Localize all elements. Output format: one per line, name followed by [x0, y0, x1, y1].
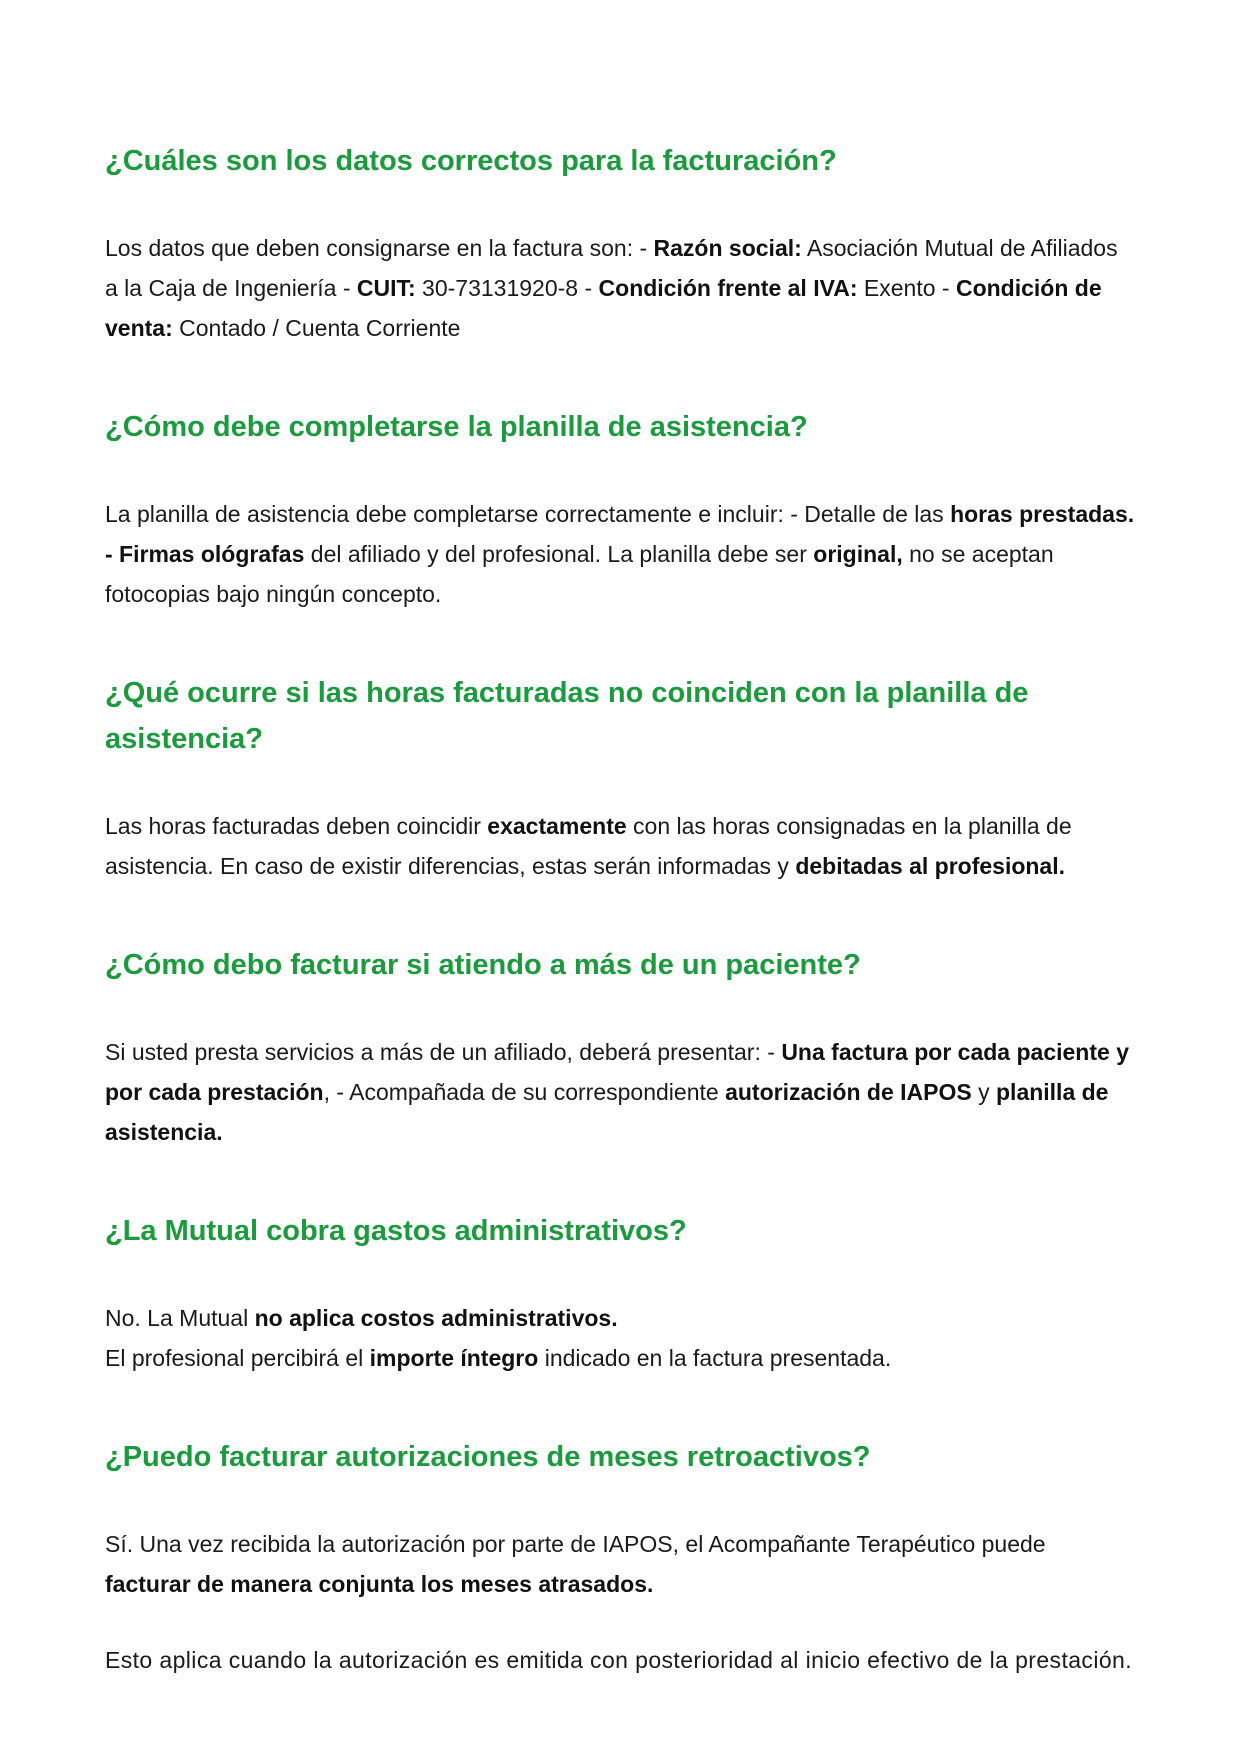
faq-item-admin-fees: [105, 1208, 1135, 1378]
faq-question: ¿Puedo facturar autorizaciones de meses retroactivos?: [105, 1441, 871, 1473]
answer-text: Sí. Una vez recibida la autorización por parte de IAPOS, el Acompañante Terapéutico puede: [105, 1531, 1046, 1557]
answer-text: , - Acompañada de su correspondiente: [323, 1079, 726, 1105]
faq-question: ¿Cómo debo facturar si atiendo a más de un paciente?: [105, 949, 861, 981]
answer-text: del afiliado y del profesional. La planilla debe ser: [304, 541, 814, 567]
faq-answer: [105, 494, 1135, 614]
faq-answer: [105, 806, 1135, 886]
answer-emphasis: autorización de IAPOS: [725, 1079, 972, 1105]
answer-text: indicado en la factura presentada.: [538, 1345, 892, 1371]
answer-text: y: [971, 1079, 996, 1105]
faq-answer: [105, 1524, 1135, 1604]
answer-emphasis: importe íntegro: [369, 1345, 539, 1371]
answer-text: Asociación Mutual de Afiliados a la Caja de Ingeniería -: [105, 235, 1118, 301]
faq-answer: [105, 228, 1135, 348]
faq-document: [105, 138, 1135, 1680]
faq-item-multiple-patients: [105, 942, 1135, 1152]
answer-text: Las horas facturadas deben coincidir: [105, 813, 488, 839]
answer-emphasis: exactamente: [487, 813, 627, 839]
faq-item-attendance-sheet: [105, 404, 1135, 614]
answer-emphasis: original,: [813, 541, 903, 567]
faq-item-hours-mismatch: [105, 670, 1135, 886]
answer-emphasis: debitadas al profesional.: [795, 853, 1066, 879]
answer-text: Si usted presta servicios a más de un afiliado, deberá presentar: -: [105, 1039, 782, 1065]
answer-text: No. La Mutual: [105, 1305, 255, 1331]
faq-question: ¿Qué ocurre si las horas facturadas no coinciden con la planilla de asistencia?: [105, 677, 1029, 755]
faq-item-retroactive-months: [105, 1434, 1135, 1680]
faq-item-billing-data: [105, 138, 1135, 348]
answer-emphasis: Razón social:: [653, 235, 802, 261]
answer-text: La planilla de asistencia debe completarse correctamente e incluir: - Detalle de las: [105, 501, 951, 527]
answer-text: no se aceptan fotocopias bajo ningún concepto.: [105, 541, 1054, 607]
answer-emphasis: Una factura por cada paciente y por cada prestación: [105, 1039, 1129, 1105]
answer-emphasis: CUIT:: [356, 275, 416, 301]
faq-question: ¿Cuáles son los datos correctos para la facturación?: [105, 145, 837, 177]
answer-text: Esto aplica cuando la autorización es emitida con posterioridad al inicio efectivo de la prestación.: [105, 1647, 1133, 1673]
answer-text: El profesional percibirá el: [105, 1345, 370, 1371]
faq-question: ¿La Mutual cobra gastos administrativos?: [105, 1215, 687, 1247]
answer-text: Contado / Cuenta Corriente: [172, 315, 461, 341]
answer-emphasis: horas prestadas. - Firmas ológrafas: [105, 501, 1135, 567]
answer-emphasis: facturar de manera conjunta los meses atrasados.: [105, 1571, 654, 1597]
answer-text: 30-73131920-8 -: [415, 275, 599, 301]
answer-emphasis: no aplica costos administrativos.: [254, 1305, 618, 1331]
answer-emphasis: planilla de asistencia.: [105, 1079, 1109, 1145]
answer-emphasis: Condición de venta:: [105, 275, 1102, 341]
answer-emphasis: Condición frente al IVA:: [598, 275, 858, 301]
faq-answer: [105, 1032, 1135, 1152]
answer-text: Los datos que deben consignarse en la factura son: -: [105, 235, 654, 261]
faq-answer: [105, 1298, 1135, 1378]
faq-question: ¿Cómo debe completarse la planilla de asistencia?: [105, 411, 808, 443]
answer-text: con las horas consignadas en la planilla de asistencia. En caso de existir diferencias, estas serán informadas y: [105, 813, 1072, 879]
answer-text: Exento -: [857, 275, 956, 301]
faq-answer: [105, 1640, 1135, 1680]
